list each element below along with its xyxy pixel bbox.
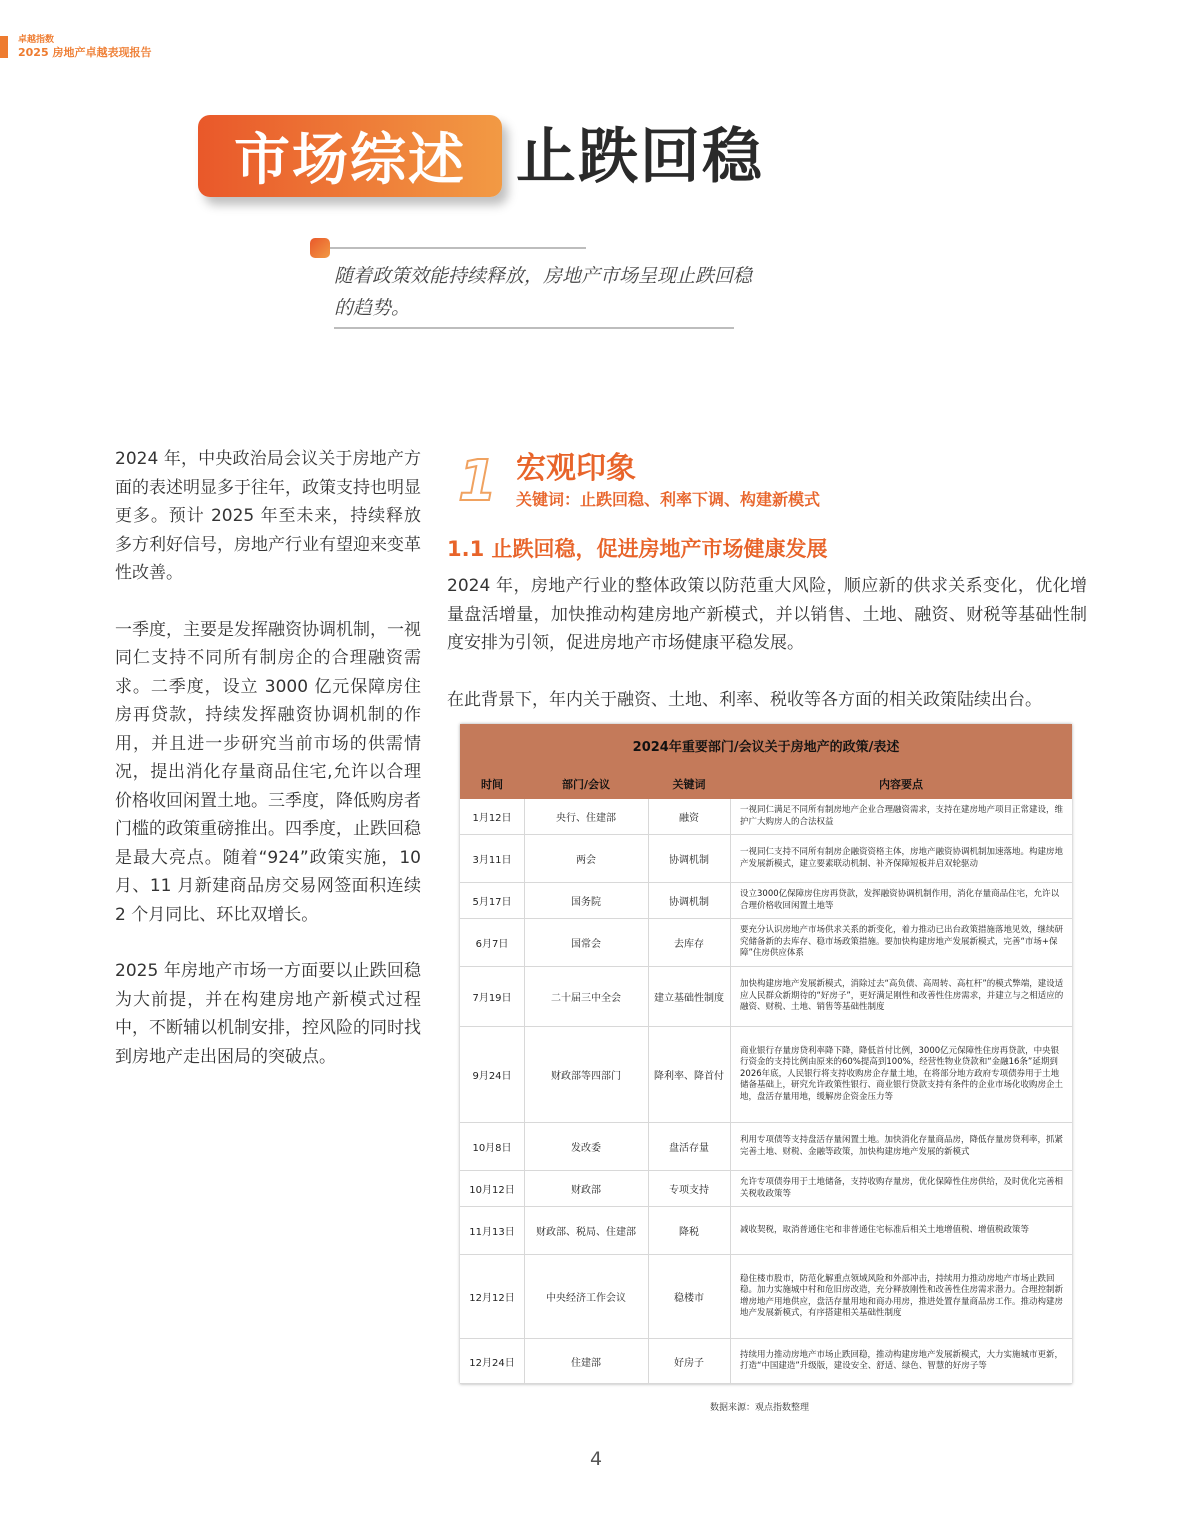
cell-content: 要充分认识房地产市场供求关系的新变化，着力推动已出台政策措施落地见效，继续研究储备新的去库存、稳市场政策措施。要加快构建房地产发展新模式，完善“市场+保障”住房供应体系 bbox=[740, 925, 1064, 959]
cell-content: 持续用力推动房地产市场止跌回稳，推动构建房地产发展新模式，大力实施城市更新，打造“中国建造”升级版，建设安全、舒适、绿色、智慧的好房子等 bbox=[740, 1349, 1064, 1371]
cell-dept: 财政部、税局、住建部 bbox=[536, 1227, 636, 1238]
page-title: 止跌回稳 bbox=[516, 122, 764, 192]
left-paragraph: 2024 年，中央政治局会议关于房地产方面的表述明显多于往年，政策支持也明显更多。预计 2025 年至未来，持续释放多方利好信号，房地产行业有望迎来变革性改善。 bbox=[115, 449, 421, 583]
cell-keyword: 盘活存量 bbox=[669, 1143, 709, 1154]
table-row bbox=[460, 919, 1072, 967]
cell-dept: 住建部 bbox=[571, 1357, 601, 1369]
cell-date: 11月13日 bbox=[469, 1227, 515, 1238]
quote-divider-top bbox=[330, 247, 586, 249]
table-row bbox=[460, 1027, 1072, 1123]
cell-keyword: 融资 bbox=[679, 813, 699, 824]
cell-dept: 中央经济工作会议 bbox=[546, 1293, 626, 1304]
cell-dept: 两会 bbox=[576, 855, 596, 866]
section-body-2: 在此背景下，年内关于融资、土地、利率、税收等各方面的相关政策陆续出台。 bbox=[447, 690, 1042, 710]
cell-date: 12月12日 bbox=[469, 1293, 515, 1304]
cell-content: 加快构建房地产发展新模式，消除过去“高负债、高周转、高杠杆”的模式弊端，建设适应人民群众新期待的“好房子”，更好满足刚性和改善性住房需求，并建立与之相适应的融资、财税、土地、销售等基础性制度 bbox=[740, 979, 1064, 1013]
cell-keyword: 稳楼市 bbox=[674, 1293, 704, 1304]
table-row bbox=[460, 1171, 1072, 1207]
cell-content: 一视同仁支持不同所有制房企融资资格主体，房地产融资协调机制加速落地。构建房地产发展新模式，建立要素联动机制、补齐保障短板并启双轮驱动 bbox=[740, 847, 1064, 869]
header-report-title: 2025 房地产卓越表现报告 bbox=[18, 46, 152, 59]
cell-date: 9月24日 bbox=[472, 1071, 512, 1082]
left-paragraph: 2025 年房地产市场一方面要以止跌回稳为大前提，并在构建房地产新模式过程中，不断辅以机制安排，控风险的同时找到房地产走出困局的突破点。 bbox=[115, 961, 421, 1067]
table-header-content: 内容要点 bbox=[879, 778, 923, 791]
cell-date: 3月11日 bbox=[472, 855, 512, 866]
cell-date: 10月8日 bbox=[472, 1143, 512, 1154]
subsection-heading: 1.1 止跌回稳，促进房地产市场健康发展 bbox=[447, 537, 828, 561]
cell-dept: 财政部 bbox=[571, 1185, 601, 1196]
data-source-note: 数据来源：观点指数整理 bbox=[710, 1403, 810, 1413]
header-accent-bar bbox=[0, 36, 8, 58]
cell-content: 设立3000亿保障房住房再贷款，发挥融资协调机制作用，消化存量商品住宅，允许以合理价格收回闲置土地等 bbox=[740, 889, 1060, 911]
cell-keyword: 专项支持 bbox=[669, 1185, 709, 1196]
table-row bbox=[460, 1123, 1072, 1171]
page-number: 4 bbox=[590, 1448, 603, 1470]
cell-keyword: 建立基础性制度 bbox=[654, 993, 724, 1004]
table-row bbox=[460, 1255, 1072, 1339]
cell-date: 10月12日 bbox=[469, 1185, 515, 1196]
cell-date: 6月7日 bbox=[475, 939, 509, 950]
table-row bbox=[460, 799, 1072, 835]
cell-keyword: 好房子 bbox=[674, 1357, 704, 1369]
quote-divider-bottom bbox=[334, 327, 734, 329]
section-title: 宏观印象 bbox=[516, 451, 636, 486]
cell-keyword: 去库存 bbox=[674, 939, 704, 950]
cell-dept: 央行、住建部 bbox=[556, 813, 616, 824]
cell-content: 商业银行存量房贷利率降下降，降低首付比例，3000亿元保障性住房再贷款，中央银行资金的支持比例由原来的60%提高到100%，经营性物业贷款和“金融16条”延期到2026年底，人民银行将支持收购房企存量土地，在将部分地方政府专项债券用于土地储备基础上，研究允许政策性银行、商业银行贷款支持有条件的企业市场化收购房企土地，盘活存量用地，缓解房企资金压力等 bbox=[740, 1045, 1064, 1102]
table-header-keyword: 关键词 bbox=[672, 778, 706, 791]
table-header-date: 时间 bbox=[481, 778, 503, 791]
cell-keyword: 降税 bbox=[679, 1227, 699, 1238]
cell-date: 5月17日 bbox=[472, 897, 512, 908]
cell-dept: 发改委 bbox=[571, 1143, 601, 1154]
cell-content: 利用专项债等支持盘活存量闲置土地。加快消化存量商品房，降低存量房贷利率，抓紧完善土地、财税、金融等政策，加快构建房地产发展的新模式 bbox=[740, 1135, 1064, 1157]
cell-date: 7月19日 bbox=[472, 993, 512, 1004]
section-number: 1 bbox=[458, 449, 497, 514]
cell-dept: 财政部等四部门 bbox=[551, 1071, 621, 1082]
cell-keyword: 降利率、降首付 bbox=[654, 1071, 724, 1082]
quote-marker bbox=[310, 238, 330, 258]
table-row bbox=[460, 883, 1072, 919]
left-column bbox=[115, 445, 421, 1099]
cell-content: 稳住楼市股市，防范化解重点领域风险和外部冲击，持续用力推动房地产市场止跌回稳。加力实施城中村和危旧房改造，充分释放刚性和改善性住房需求潜力。合理控制新增房地产用地供应，盘活存量用地和商办用房，推进处置存量商品房工作。推动构建房地产发展新模式，有序搭建相关基础性制度 bbox=[740, 1273, 1064, 1318]
cell-keyword: 协调机制 bbox=[669, 855, 709, 866]
table-row bbox=[460, 835, 1072, 883]
table-header-row bbox=[460, 771, 1072, 799]
cell-content: 一视同仁满足不同所有制房地产企业合理融资需求，支持在建房地产项目正常建设，维护广大购房人的合法权益 bbox=[740, 805, 1064, 827]
section-keywords: 关键词：止跌回稳、利率下调、构建新模式 bbox=[516, 490, 821, 509]
table-row bbox=[460, 1207, 1072, 1255]
title-highlight: 市场综述 bbox=[234, 128, 466, 193]
policy-table bbox=[460, 724, 1072, 1384]
cell-dept: 国务院 bbox=[571, 897, 601, 908]
table-header-dept: 部门/会议 bbox=[561, 778, 611, 791]
section-body-1: 2024 年，房地产行业的整体政策以防范重大风险，顺应新的供求关系变化，优化增量盘活增量，加快推动构建房地产新模式，并以销售、土地、融资、财税等基础性制度安排为引领，促进房地产市场健康平稳发展。 bbox=[447, 576, 1087, 653]
title-highlight-box bbox=[198, 115, 502, 197]
pull-quote: 随着政策效能持续释放，房地产市场呈现止跌回稳的趋势。 bbox=[334, 265, 753, 319]
cell-keyword: 协调机制 bbox=[669, 897, 709, 908]
cell-dept: 国常会 bbox=[571, 939, 601, 950]
cell-date: 1月12日 bbox=[472, 813, 512, 824]
cell-content: 减收契税，取消普通住宅和非普通住宅标准后相关土地增值税、增值税政策等 bbox=[740, 1224, 1030, 1235]
cell-content: 允许专项债券用于土地储备，支持收购存量房，优化保障性住房供给，及时优化完善相关税收政策等 bbox=[740, 1177, 1064, 1199]
header-brand: 卓越指数 bbox=[18, 35, 55, 45]
table-row bbox=[460, 967, 1072, 1027]
cell-dept: 二十届三中全会 bbox=[551, 993, 621, 1004]
left-paragraph: 一季度，主要是发挥融资协调机制，一视同仁支持不同所有制房企的合理融资需求。二季度，设立 3000 亿元保障房住房再贷款，持续发挥融资协调机制的作用，并且进一步研究当前市场的供需情况，提出消化存量商品住宅,允许以合理价格收回闲置土地。三季度，降低购房者门槛的政策重磅推出。四季度，止跌回稳是最大亮点。随着“924”政策实施，10 月、11 月新建商品房交易网签面积连续 2 个月同比、环比双增长。 bbox=[115, 619, 421, 925]
table-row bbox=[460, 1339, 1072, 1384]
table-title: 2024年重要部门/会议关于房地产的政策/表述 bbox=[460, 724, 1072, 771]
cell-date: 12月24日 bbox=[469, 1357, 515, 1369]
